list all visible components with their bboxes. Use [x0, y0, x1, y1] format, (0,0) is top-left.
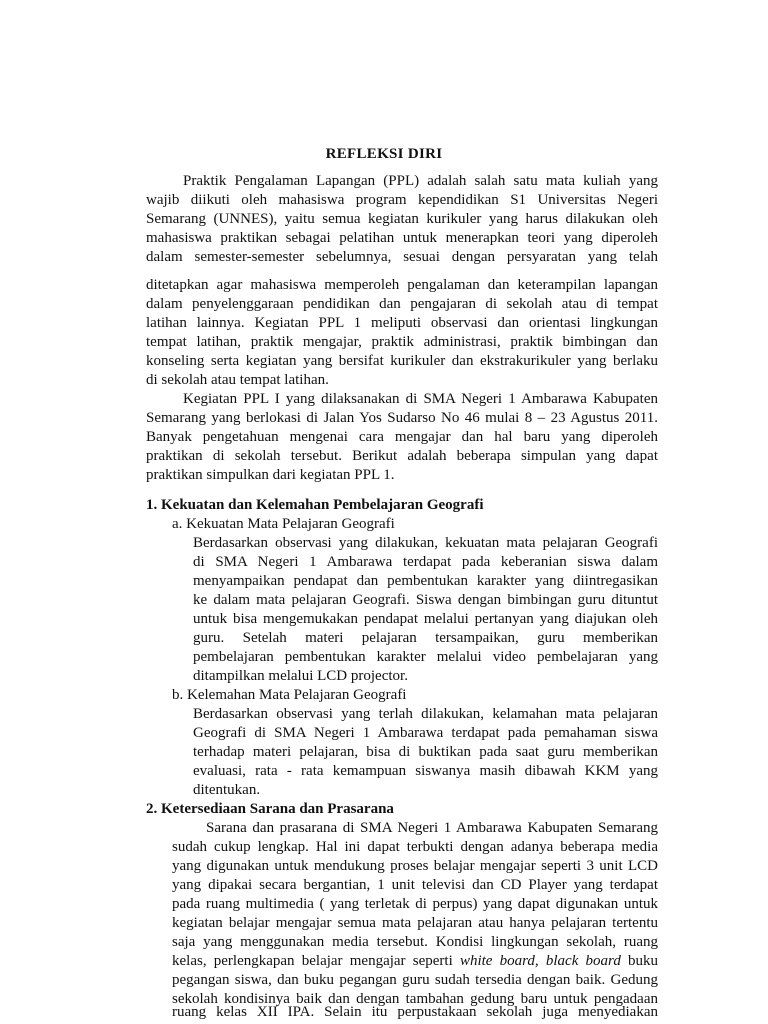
intro-p1-line: dalam penyelenggaraan pendidikan dan pengajaran di sekolah atau di tempat: [146, 296, 658, 312]
section1a-line: menyampaikan pendapat dan pembentukan karakter yang diintregasikan: [193, 573, 658, 589]
section2-line: sekolah kondisinya baik dan dengan tambahan gedung baru untuk pengadaan: [172, 991, 658, 1007]
section2-line: yang digunakan untuk mendukung proses belajar mengajar seperti 3 unit LCD: [172, 858, 658, 874]
section1a-line: guru. Setelah materi pelajaran tersampaikan, guru memberikan: [193, 630, 658, 646]
section2-line8-mid: ,: [534, 953, 546, 969]
section2-line: saja yang menggunakan media tersebut. Kondisi lingkungan sekolah, ruang: [172, 934, 658, 950]
section1b-line: Berdasarkan observasi yang terlah dilakukan, kelamahan mata pelajaran: [193, 706, 658, 722]
section1a-line: ditampilkan melalui LCD projector.: [193, 668, 408, 684]
intro-p2-line: praktikan di sekolah tersebut. Berikut adalah beberapa simpulan yang dapat: [146, 448, 658, 464]
section1b-line: ditentukan.: [193, 782, 261, 798]
intro-p2-line: Banyak pengetahuan mengenai cara mengajar dan hal baru yang diperoleh: [146, 429, 658, 445]
intro-p2-line: Kegiatan PPL I yang dilaksanakan di SMA Negeri 1 Ambarawa Kabupaten: [183, 391, 658, 407]
page-title: REFLEKSI DIRI: [325, 146, 443, 162]
intro-p1-line: Praktik Pengalaman Lapangan (PPL) adalah salah satu mata kuliah yang: [183, 173, 658, 189]
section1a-line: di SMA Negeri 1 Ambarawa terdapat pada keberanian siswa dalam: [193, 554, 658, 570]
section2-line: Sarana dan prasarana di SMA Negeri 1 Ambarawa Kabupaten Semarang: [206, 820, 658, 836]
intro-p1-line: dalam semester-semester sebelumnya, sesuai dengan persyaratan yang telah: [146, 249, 658, 265]
section2-line-with-italics: [172, 952, 658, 971]
section1b-line: evaluasi, rata - rata kemampuan siswanya masih dibawah KKM yang: [193, 763, 658, 779]
section1a-line: untuk bisa mengemukakan pendapat melalui pertanyan yang diajukan oleh: [193, 611, 658, 627]
intro-p1-line: tempat latihan, praktik mengajar, praktik administrasi, praktik bimbingan dan: [146, 334, 658, 350]
white-board-term: white board: [459, 953, 535, 969]
section1b-line: Geografi di SMA Negeri 1 Ambarawa terdapat pada pemahaman siswa: [193, 725, 658, 741]
section2-line: kegiatan belajar mengajar semua mata pelajaran atau hanya pelajaran tertentu: [172, 915, 658, 931]
section1b-heading: b. Kelemahan Mata Pelajaran Geografi: [172, 687, 407, 703]
section2-line: pegangan siswa, dan buku pegangan guru sudah tersedia dengan baik. Gedung: [172, 972, 658, 988]
section2-line: sudah cukup lengkap. Hal ini dapat terbukti dengan adanya beberapa media: [172, 839, 658, 855]
section1a-line: ke dalam mata pelajaran Geografi. Siswa dengan bimbingan guru dituntut: [193, 592, 658, 608]
intro-p1-line: wajib diikuti oleh mahasiswa program kependidikan S1 Universitas Negeri: [146, 192, 658, 208]
intro-p1-line: mahasiswa praktikan sebagai pelatihan untuk menerapkan teori yang diperoleh: [146, 230, 658, 246]
section1b-line: terhadap materi pelajaran, bisa di buktikan pada saat guru memberikan: [193, 744, 658, 760]
section2-line: ruang kelas XII IPA. Selain itu perpustakaan sekolah juga menyediakan: [172, 1004, 658, 1020]
section1a-heading: a. Kekuatan Mata Pelajaran Geografi: [172, 516, 395, 532]
intro-p1-line: konseling serta kegiatan yang bersifat kurikuler dan ekstrakurikuler yang berlaku: [146, 353, 658, 369]
section2-line: yang dipakai secara bergantian, 1 unit televisi dan CD Player yang terdapat: [172, 877, 658, 893]
section2-line8-pre: kelas, perlengkapan belajar mengajar seperti: [172, 953, 460, 969]
intro-p1-line: ditetapkan agar mahasiswa memperoleh pengalaman dan keterampilan lapangan: [146, 277, 658, 293]
intro-p1-line: latihan lainnya. Kegiatan PPL 1 meliputi observasi dan orientasi lingkungan: [146, 315, 658, 331]
intro-p2-line: Semarang yang berlokasi di Jalan Yos Sudarso No 46 mulai 8 – 23 Agustus 2011.: [146, 410, 658, 426]
intro-p1-line: Semarang (UNNES), yaitu semua kegiatan kurikuler yang harus dilakukan oleh: [146, 211, 658, 227]
section2-line: pada ruang multimedia ( yang terletak di perpus) yang dapat digunakan untuk: [172, 896, 658, 912]
section1-heading: 1. Kekuatan dan Kelemahan Pembelajaran Geografi: [146, 497, 484, 513]
section2-heading: 2. Ketersediaan Sarana dan Prasarana: [146, 801, 394, 817]
intro-p1-line: di sekolah atau tempat latihan.: [146, 372, 329, 388]
section2-line8-post: buku: [620, 953, 658, 969]
section1a-line: Berdasarkan observasi yang dilakukan, kekuatan mata pelajaran Geografi: [193, 535, 658, 551]
black-board-term: black board: [545, 953, 621, 969]
section1a-line: pembelajaran pembentukan karakter melalui video pembelajaran yang: [193, 649, 658, 665]
intro-p2-line: praktikan simpulkan dari kegiatan PPL 1.: [146, 467, 395, 483]
